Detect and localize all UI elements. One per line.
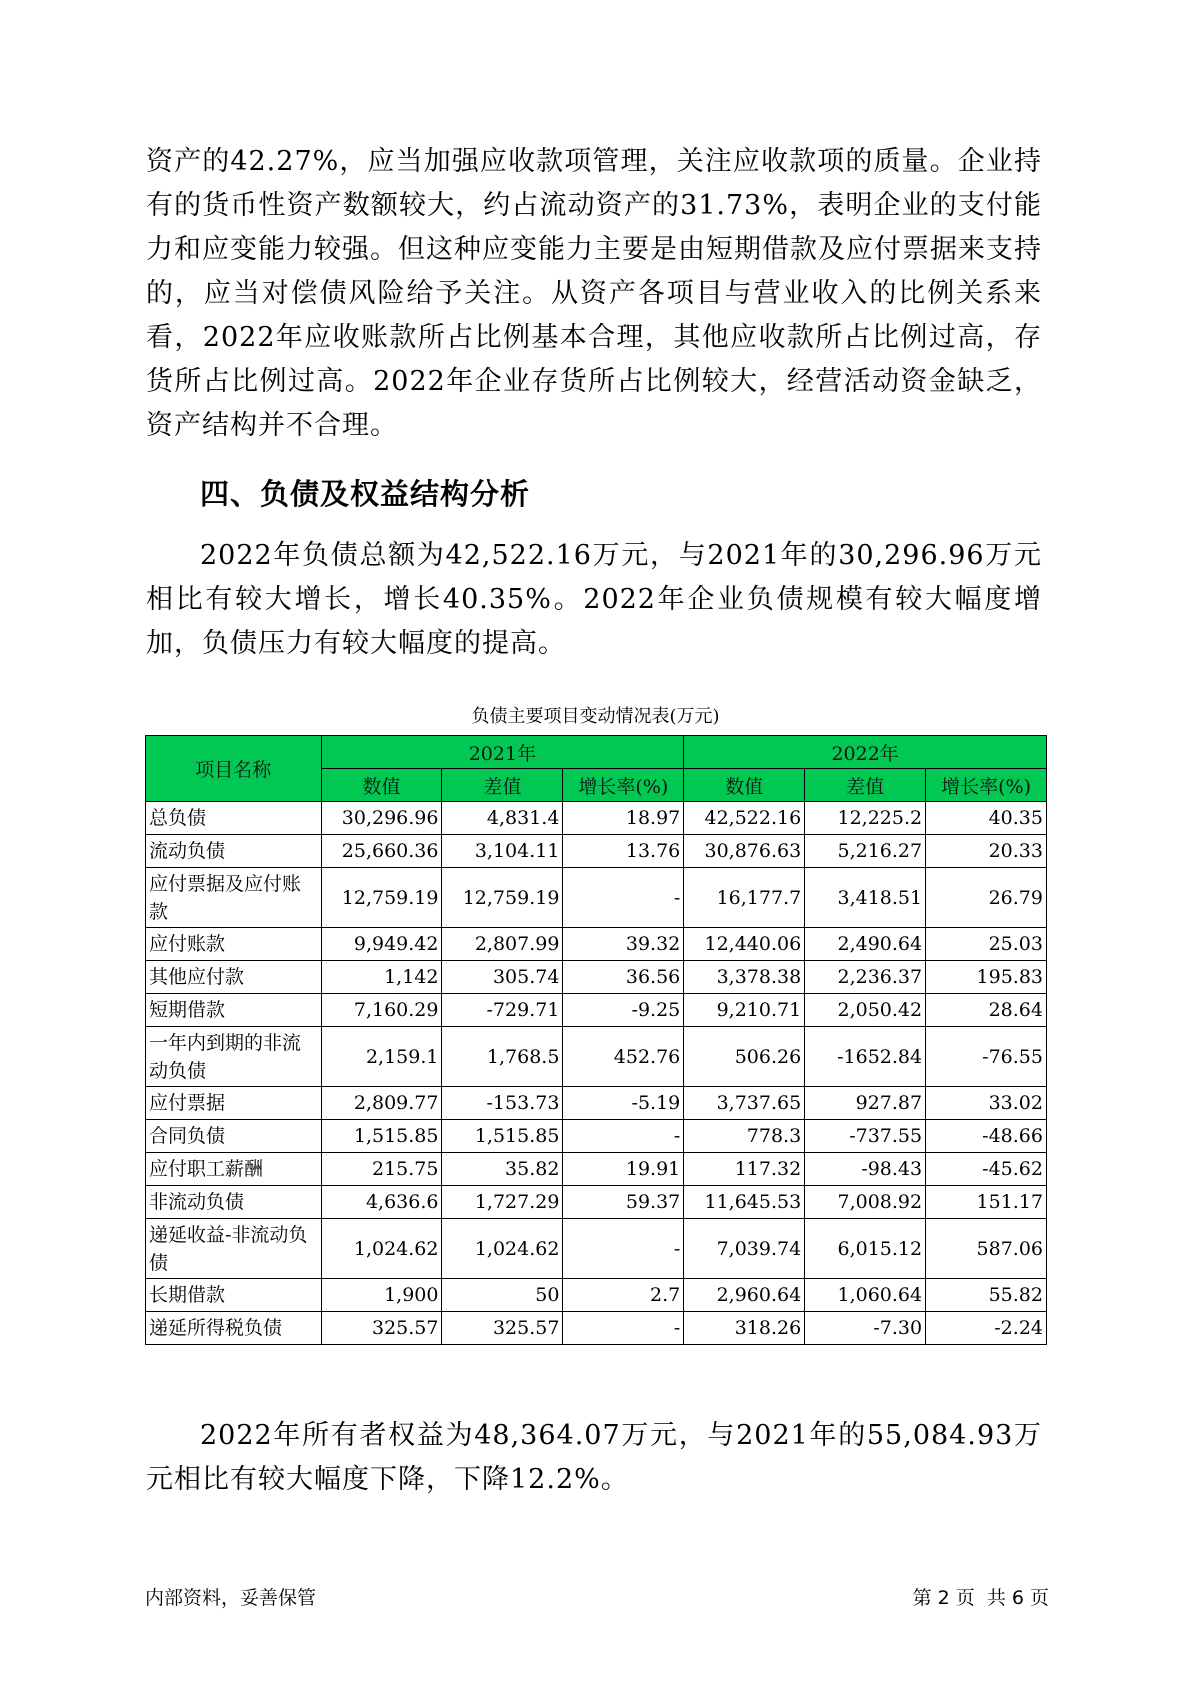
- value-2022: 16,177.7: [684, 868, 805, 928]
- row-name: 应付职工薪酬: [146, 1153, 322, 1186]
- value-2022: 506.26: [684, 1027, 805, 1087]
- table-row: [146, 928, 1047, 961]
- rate-2022: -45.62: [926, 1153, 1047, 1186]
- table-row: [146, 1312, 1047, 1345]
- diff-2021: 325.57: [442, 1312, 563, 1345]
- rate-2021: 59.37: [563, 1186, 684, 1219]
- rate-2021: 19.91: [563, 1153, 684, 1186]
- header-rate-2022: 增长率(%): [926, 769, 1047, 802]
- row-name: 流动负债: [146, 835, 322, 868]
- value-2021: 2,159.1: [321, 1027, 442, 1087]
- header-value-2022: 数值: [684, 769, 805, 802]
- diff-2021: 4,831.4: [442, 802, 563, 835]
- row-name: 应付票据及应付账款: [146, 868, 322, 928]
- rate-2022: 55.82: [926, 1279, 1047, 1312]
- rate-2021: 13.76: [563, 835, 684, 868]
- diff-2022: 2,490.64: [805, 928, 926, 961]
- table-row: [146, 994, 1047, 1027]
- diff-2021: 1,024.62: [442, 1219, 563, 1279]
- rate-2022: -48.66: [926, 1120, 1047, 1153]
- rate-2022: -2.24: [926, 1312, 1047, 1345]
- diff-2021: -729.71: [442, 994, 563, 1027]
- diff-2022: 927.87: [805, 1087, 926, 1120]
- table-row: [146, 1153, 1047, 1186]
- value-2021: 7,160.29: [321, 994, 442, 1027]
- diff-2022: -737.55: [805, 1120, 926, 1153]
- diff-2022: -1652.84: [805, 1027, 926, 1087]
- rate-2022: 33.02: [926, 1087, 1047, 1120]
- diff-2022: 5,216.27: [805, 835, 926, 868]
- table-row: [146, 1120, 1047, 1153]
- diff-2022: 12,225.2: [805, 802, 926, 835]
- value-2021: 25,660.36: [321, 835, 442, 868]
- diff-2022: 1,060.64: [805, 1279, 926, 1312]
- value-2022: 7,039.74: [684, 1219, 805, 1279]
- rate-2021: -9.25: [563, 994, 684, 1027]
- table-row: [146, 802, 1047, 835]
- row-name: 合同负债: [146, 1120, 322, 1153]
- table-row: [146, 1279, 1047, 1312]
- rate-2022: 25.03: [926, 928, 1047, 961]
- value-2021: 1,142: [321, 961, 442, 994]
- rate-2021: 452.76: [563, 1027, 684, 1087]
- row-name: 其他应付款: [146, 961, 322, 994]
- row-name: 递延收益-非流动负债: [146, 1219, 322, 1279]
- footer-page-number: 第 2 页 共 6 页: [912, 1587, 1049, 1609]
- diff-2022: 2,050.42: [805, 994, 926, 1027]
- rate-2021: 18.97: [563, 802, 684, 835]
- value-2021: 215.75: [321, 1153, 442, 1186]
- rate-2021: 36.56: [563, 961, 684, 994]
- footer-confidential-note: 内部资料，妥善保管: [145, 1587, 317, 1609]
- row-name: 应付票据: [146, 1087, 322, 1120]
- value-2021: 325.57: [321, 1312, 442, 1345]
- table-row: [146, 1087, 1047, 1120]
- header-value-2021: 数值: [321, 769, 442, 802]
- rate-2021: -: [563, 1312, 684, 1345]
- value-2022: 3,737.65: [684, 1087, 805, 1120]
- diff-2022: 2,236.37: [805, 961, 926, 994]
- value-2021: 1,024.62: [321, 1219, 442, 1279]
- value-2022: 12,440.06: [684, 928, 805, 961]
- header-diff-2021: 差值: [442, 769, 563, 802]
- liability-paragraph: 2022年负债总额为42,522.16万元，与2021年的30,296.96万元相比有较大增长，增长40.35%。2022年企业负债规模有较大幅度增加，负债压力有较大幅度的提高。: [146, 540, 1042, 659]
- diff-2021: 12,759.19: [442, 868, 563, 928]
- rate-2021: 2.7: [563, 1279, 684, 1312]
- rate-2022: 28.64: [926, 994, 1047, 1027]
- header-year-2022: 2022年: [684, 736, 1047, 769]
- value-2022: 42,522.16: [684, 802, 805, 835]
- diff-2021: 3,104.11: [442, 835, 563, 868]
- diff-2021: 2,807.99: [442, 928, 563, 961]
- value-2021: 12,759.19: [321, 868, 442, 928]
- rate-2022: 40.35: [926, 802, 1047, 835]
- equity-paragraph: 2022年所有者权益为48,364.07万元，与2021年的55,084.93万元相比有较大幅度下降，下降12.2%。: [146, 1420, 1042, 1495]
- diff-2021: -153.73: [442, 1087, 563, 1120]
- value-2022: 9,210.71: [684, 994, 805, 1027]
- value-2022: 117.32: [684, 1153, 805, 1186]
- table-row: [146, 868, 1047, 928]
- value-2021: 9,949.42: [321, 928, 442, 961]
- header-rate-2021: 增长率(%): [563, 769, 684, 802]
- value-2022: 11,645.53: [684, 1186, 805, 1219]
- header-diff-2022: 差值: [805, 769, 926, 802]
- row-name: 递延所得税负债: [146, 1312, 322, 1345]
- rate-2022: 587.06: [926, 1219, 1047, 1279]
- table-caption: 负债主要项目变动情况表(万元): [471, 706, 720, 727]
- value-2021: 30,296.96: [321, 802, 442, 835]
- value-2021: 2,809.77: [321, 1087, 442, 1120]
- diff-2021: 305.74: [442, 961, 563, 994]
- value-2021: 1,900: [321, 1279, 442, 1312]
- intro-paragraph: 资产的42.27%，应当加强应收款项管理，关注应收款项的质量。企业持有的货币性资产数额较大，约占流动资产的31.73%，表明企业的支付能力和应变能力较强。但这种应变能力主要是由短期借款及应付票据来支持的，应当对偿债风险给予关注。从资产各项目与营业收入的比例关系来看，2022年应收账款所占比例基本合理，其他应收款所占比例过高，存货所占比例过高。2022年企业存货所占比例较大，经营活动资金缺乏，资产结构并不合理。: [146, 146, 1042, 441]
- value-2022: 778.3: [684, 1120, 805, 1153]
- diff-2022: 7,008.92: [805, 1186, 926, 1219]
- row-name: 一年内到期的非流动负债: [146, 1027, 322, 1087]
- table-row: [146, 835, 1047, 868]
- liability-table: [145, 735, 1047, 1345]
- value-2021: 4,636.6: [321, 1186, 442, 1219]
- diff-2022: 6,015.12: [805, 1219, 926, 1279]
- value-2022: 3,378.38: [684, 961, 805, 994]
- diff-2021: 1,768.5: [442, 1027, 563, 1087]
- rate-2021: -: [563, 1219, 684, 1279]
- diff-2022: 3,418.51: [805, 868, 926, 928]
- value-2022: 30,876.63: [684, 835, 805, 868]
- diff-2021: 35.82: [442, 1153, 563, 1186]
- rate-2021: 39.32: [563, 928, 684, 961]
- row-name: 非流动负债: [146, 1186, 322, 1219]
- rate-2022: 195.83: [926, 961, 1047, 994]
- row-name: 长期借款: [146, 1279, 322, 1312]
- rate-2022: -76.55: [926, 1027, 1047, 1087]
- value-2022: 2,960.64: [684, 1279, 805, 1312]
- diff-2021: 1,515.85: [442, 1120, 563, 1153]
- diff-2021: 1,727.29: [442, 1186, 563, 1219]
- diff-2022: -7.30: [805, 1312, 926, 1345]
- row-name: 总负债: [146, 802, 322, 835]
- value-2021: 1,515.85: [321, 1120, 442, 1153]
- header-year-2021: 2021年: [321, 736, 684, 769]
- value-2022: 318.26: [684, 1312, 805, 1345]
- rate-2022: 151.17: [926, 1186, 1047, 1219]
- table-row: [146, 1219, 1047, 1279]
- row-name: 短期借款: [146, 994, 322, 1027]
- rate-2021: -: [563, 1120, 684, 1153]
- table-row: [146, 1027, 1047, 1087]
- header-item-name: 项目名称: [146, 736, 322, 802]
- row-name: 应付账款: [146, 928, 322, 961]
- section-heading: 四、负债及权益结构分析: [200, 477, 531, 511]
- rate-2022: 26.79: [926, 868, 1047, 928]
- rate-2022: 20.33: [926, 835, 1047, 868]
- table-row: [146, 1186, 1047, 1219]
- table-row: [146, 961, 1047, 994]
- rate-2021: -5.19: [563, 1087, 684, 1120]
- diff-2021: 50: [442, 1279, 563, 1312]
- diff-2022: -98.43: [805, 1153, 926, 1186]
- rate-2021: -: [563, 868, 684, 928]
